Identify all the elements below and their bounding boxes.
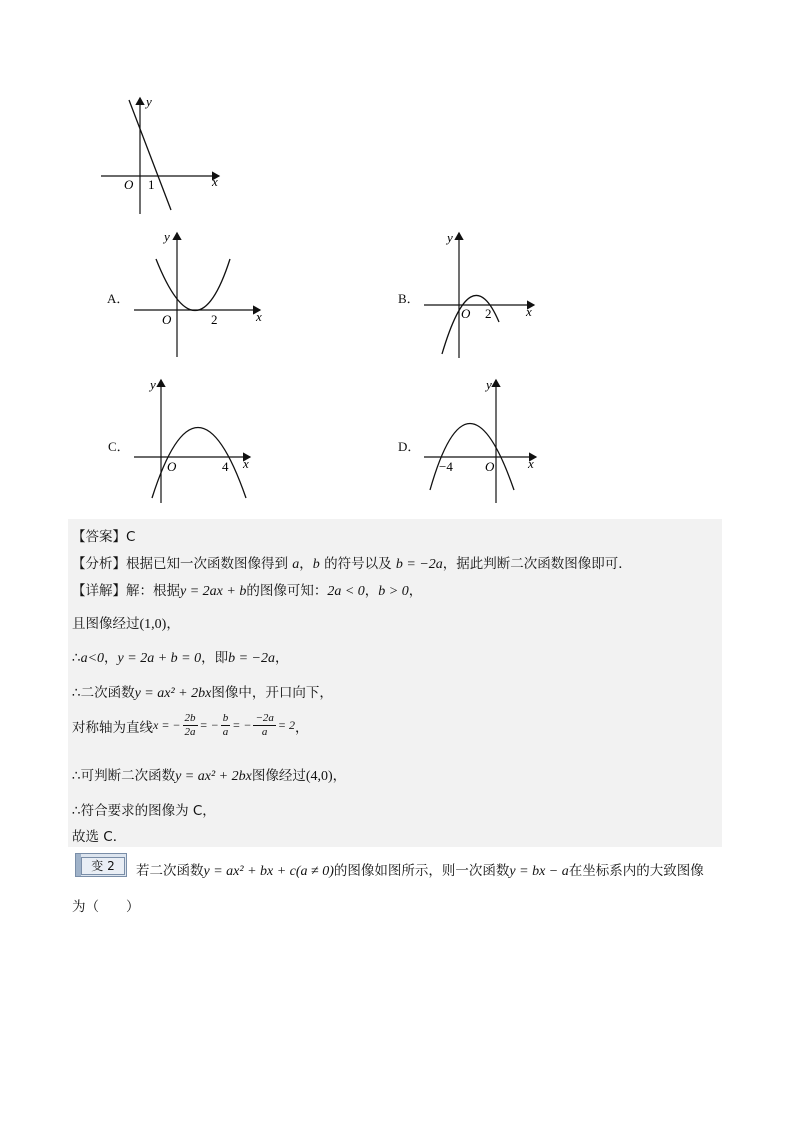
therefore-symbol: ∴	[72, 650, 81, 666]
punct: ，	[104, 650, 118, 666]
tick-label: 2	[485, 306, 492, 321]
math-eq: y = 2ax + b	[180, 584, 247, 599]
punct: ，	[364, 583, 379, 599]
detail-line-6	[72, 764, 346, 785]
math-eq: 2a < 0	[327, 584, 365, 599]
variant-question-line-1	[136, 859, 704, 880]
origin-label: O	[461, 306, 471, 321]
detail-text: 故选 C．	[72, 829, 127, 845]
y-axis-label: y	[146, 94, 152, 109]
fraction	[253, 712, 275, 739]
math-eq: x = −	[153, 718, 181, 732]
detail-line-2	[72, 612, 180, 633]
question-text: 在坐标系内的大致图像	[568, 863, 704, 879]
detail-line-4	[72, 681, 333, 702]
detail-line-8	[72, 825, 126, 845]
punct: ，	[166, 616, 180, 632]
detail-text: 解：根据	[126, 583, 180, 599]
x-axis-label: x	[528, 456, 534, 471]
x-axis-label: x	[243, 456, 249, 471]
detail-text: 图像经过	[251, 768, 306, 784]
tick-label: 2	[211, 312, 218, 327]
punct: ，	[408, 583, 423, 599]
math-eq: y = 2a + b = 0	[117, 651, 202, 666]
math-eq: a<0	[80, 651, 105, 666]
detail-text: ，即	[201, 650, 229, 666]
y-axis-label: y	[447, 230, 453, 245]
math-eq: b > 0	[378, 584, 409, 599]
analysis-text: 根据已知一次函数图像得到	[126, 556, 288, 572]
punct: ，	[275, 650, 289, 666]
question-text: 若二次函数	[136, 863, 204, 879]
given-linear-graph	[95, 92, 230, 222]
analysis-tag: 【分析】	[72, 556, 126, 572]
x-axis-label: x	[212, 174, 218, 189]
option-c-graph[interactable]	[130, 372, 260, 507]
denominator: 2a	[184, 726, 196, 738]
option-b-label[interactable]: B．	[398, 291, 420, 306]
punct: ，	[299, 556, 313, 572]
analysis-line	[72, 552, 632, 573]
tick-label: 4	[222, 459, 229, 474]
question-text: 的图像如图所示，则一次函数	[333, 863, 510, 879]
option-d-label[interactable]: D．	[398, 439, 421, 454]
punct: ，	[294, 719, 309, 736]
math-eq: y = ax² + 2bx	[134, 686, 212, 701]
detail-text: ∴符合要求的图像为 C，	[72, 803, 216, 819]
answer-value: C	[126, 529, 136, 545]
x-axis-label: x	[526, 304, 532, 319]
analysis-text: ，据此判断二次函数图像即可．	[442, 556, 632, 572]
math-eq: b = −2a	[395, 557, 443, 572]
x-axis-label: x	[256, 309, 262, 324]
numerator: b	[222, 712, 229, 724]
origin-label: O	[485, 459, 495, 474]
parabola-up	[156, 259, 230, 311]
numerator: 2b	[184, 712, 196, 724]
option-a-label[interactable]: A．	[107, 291, 130, 306]
fraction	[183, 712, 198, 739]
detail-text: ∴二次函数	[72, 685, 135, 701]
detail-tag: 【详解】	[72, 583, 126, 599]
question-text: 为（ ）	[72, 899, 140, 915]
punct: ，	[332, 768, 347, 784]
denominator: a	[261, 726, 268, 738]
analysis-text: 的符号以及	[324, 556, 392, 572]
variant-badge	[75, 853, 127, 877]
detail-line-7	[72, 799, 216, 819]
detail-line-3	[72, 646, 289, 667]
x-tick-label: 1	[148, 177, 155, 192]
math-b: b	[312, 557, 320, 572]
tick-label: −4	[439, 459, 453, 474]
y-axis-label: y	[164, 229, 170, 244]
detail-line-5	[72, 712, 308, 739]
option-c-label[interactable]: C．	[108, 439, 130, 454]
detail-text: 的图像可知：	[246, 583, 328, 599]
answer-line	[72, 525, 135, 545]
numerator: −2a	[255, 712, 274, 724]
math-eq: y = ax² + bx + c(a ≠ 0)	[203, 864, 334, 879]
detail-text: 且图像经过	[72, 616, 140, 632]
option-a-graph[interactable]	[130, 225, 270, 360]
detail-text: 图像中，开口向下，	[211, 685, 333, 701]
math-a: a	[292, 557, 300, 572]
math-point: (4,0)	[305, 769, 333, 784]
linear-function-line	[129, 100, 171, 210]
fraction	[221, 712, 231, 739]
option-b-graph[interactable]	[420, 226, 545, 361]
math-point: (1,0)	[139, 617, 167, 632]
denominator: a	[222, 726, 229, 738]
origin-label: O	[124, 177, 134, 192]
detail-line-1	[72, 579, 422, 600]
y-axis-label: y	[150, 377, 156, 392]
detail-text: ∴可判断二次函数	[72, 768, 176, 784]
option-d-graph[interactable]	[420, 372, 545, 507]
math-eq: y = ax² + 2bx	[175, 769, 252, 784]
variant-question-line-2	[72, 895, 140, 915]
variant-badge-label: 变 2	[81, 857, 125, 875]
math-eq: b = −2a	[228, 651, 276, 666]
origin-label: O	[162, 312, 172, 327]
answer-tag: 【答案】	[72, 529, 126, 545]
math-eq: = −	[199, 718, 219, 732]
y-axis-label: y	[486, 377, 492, 392]
math-eq: = 2	[277, 718, 295, 732]
detail-text: 对称轴为直线	[72, 719, 153, 736]
math-eq: y = bx − a	[509, 864, 569, 879]
math-eq: = −	[232, 718, 252, 732]
origin-label: O	[167, 459, 177, 474]
parabola-down	[442, 295, 499, 354]
